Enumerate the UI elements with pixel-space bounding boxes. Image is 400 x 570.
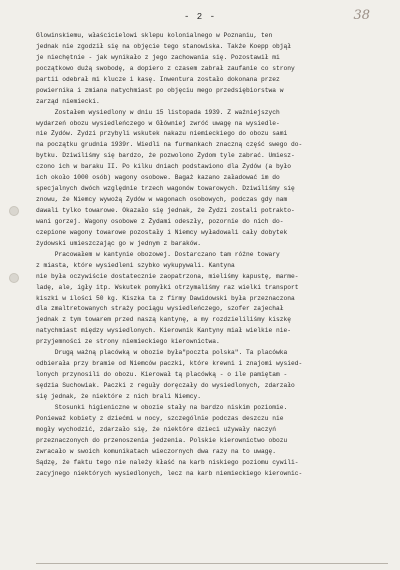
text-line: Sądzę, że faktu tego nie należy kłaść na karb niskiego poziomu cywili- [36,458,299,466]
text-line: Ponieważ kobiety z dziećmi w nocy, szczególnie podczas deszczu nie [36,414,284,422]
text-line: Stosunki higieniczne w obozie stały na bardzo niskim poziomie. [36,403,288,411]
text-line: natychmiast między wysiedlonych. Kierownik Kantyny miał wielkie nie- [36,327,292,335]
text-line: na początku grudnia 1939r. Wiedli na furmankach znaczną część swego do- [36,141,303,149]
text-line: jednak z tym towarem przed naszą kantynę, a my rozdzieliliśmy kiszkę [36,316,292,324]
text-line: partii odebrał mi klucze i kasę. Inwentura zostało dokonana przez [36,75,280,83]
text-line: się jednak, że niektóre z nich brali Niemcy. [36,392,202,400]
text-line: przeznaczonych do przenoszenia jedzenia. Polskie kierownictwo obozu [36,436,288,444]
text-line: nie była oczywiście dostatecznie zaopatrzona, mieliśmy kapustę, marme- [36,272,299,280]
text-line: dla zmaltretowanych straży pociągu wysiedleńczego, szofer zajechał [36,305,284,313]
text-line: wydarzeń obozu wysiedleńczego w Główniej zwróć uwagę na wysiedle- [36,119,280,127]
text-line: Drugą ważną placówką w obozie była"poczta polska". Ta placówka [36,349,288,357]
page-bottom-edge [36,563,388,564]
text-line: wani gorzej. Wagony osobowe z Żydami odeszły, pozornie do nich do- [36,217,284,225]
text-line: odbierała przy bramie od Niemców paczki, które krewni i znajomi wysied- [36,360,303,368]
text-line: czepione wagony towarowe pozostały i Niemcy wyładowali cały dobytek [36,228,288,236]
page-number: - 2 - [183,12,216,22]
archive-number: 38 [353,8,370,23]
text-line: ich około 1000 osób) wagony osobowe. Bagaż kazano załadować im do [36,174,280,182]
text-line: zacyjnego niektórych wysiedlonych, lecz na karb niemieckiego kierownic- [36,469,303,477]
text-line: lonych przynosili do obozu. Kierował tą placówką - o ile pamiętam - [36,371,288,379]
typed-body [36,31,388,479]
punch-hole [9,273,19,283]
text-line: przyjemności ze strony niemieckiego kierownictwa. [36,338,220,346]
text-line: nie Żydów. Żydzi przybyli wskutek nakazu niemieckiego do obozu sami [36,130,288,138]
text-line: znowu, że Niemcy wywożą Żydów w wagonach osobowych, podczas gdy nam [36,196,288,204]
text-line: Zostałem wysiedlony w dniu 15 listopada 1939. Z ważniejszych [36,108,280,116]
text-line: powiernika i zmiana natychmiast po objęciu mego przedsiębiorstwa w [36,86,284,94]
punch-hole [9,206,19,216]
text-line: je niechętnie - jak wynikało z jego zachowania się. Pozostawił mi [36,53,280,61]
text-line: specjalnych dwóch względnie trzech wagonów towarowych. Dziwiliśmy się [36,185,295,193]
text-line: zarząd niemiecki. [36,97,100,105]
text-line: Glowinskiemu, właścicielowi sklepu kolonialnego w Poznaniu, ten [36,32,273,39]
text-line: ladę, ale, igły itp. Wskutek pomyłki otrzymaliśmy raz wielki transport [36,283,299,291]
text-line: mogły wychodzić, zdarzało się, że niektóre dzieci używały naczyń [36,425,277,433]
text-line: jednak nie zgodził się na objęcie tego stanowiska. Także Koepp objął [36,42,292,50]
text-line: kiszki w ilości 50 kg. Kiszka ta z firmy Dawidowski była przeznaczona [36,294,295,302]
text-line: żydowski umieszczając go w jednym z baraków. [36,239,202,247]
text-line: początkowo dużą swobodę, a dopiero z czasem zabrał zaufanie co strony [36,64,295,72]
text-line: Pracowałem w kantynie obozowej. Dostarczano tam różne towary [36,250,280,258]
text-line: czono ich w baraku II. Po kilku dniach podstawiono dla Żydów (a było [36,163,292,171]
text-line: zwracało w swoich komunikatach wieczornych dwa razy na to uwagę. [36,447,277,455]
text-line: dawali tylko towarowe. Okazało się jednak, że Żydzi zostali potrakto- [36,207,295,214]
text-line: z miasta, które wysiedleni szybko wykupywali. Kantyna [36,261,235,269]
text-line: bytku. Dziwiliśmy się bardzo, że pozwolono Żydom tyle zabrać. Umiesz- [36,152,295,160]
text-line: sędzia Suchowiak. Paczki z reguły doręczały do wysiedlonych, zdarzało [36,382,295,389]
